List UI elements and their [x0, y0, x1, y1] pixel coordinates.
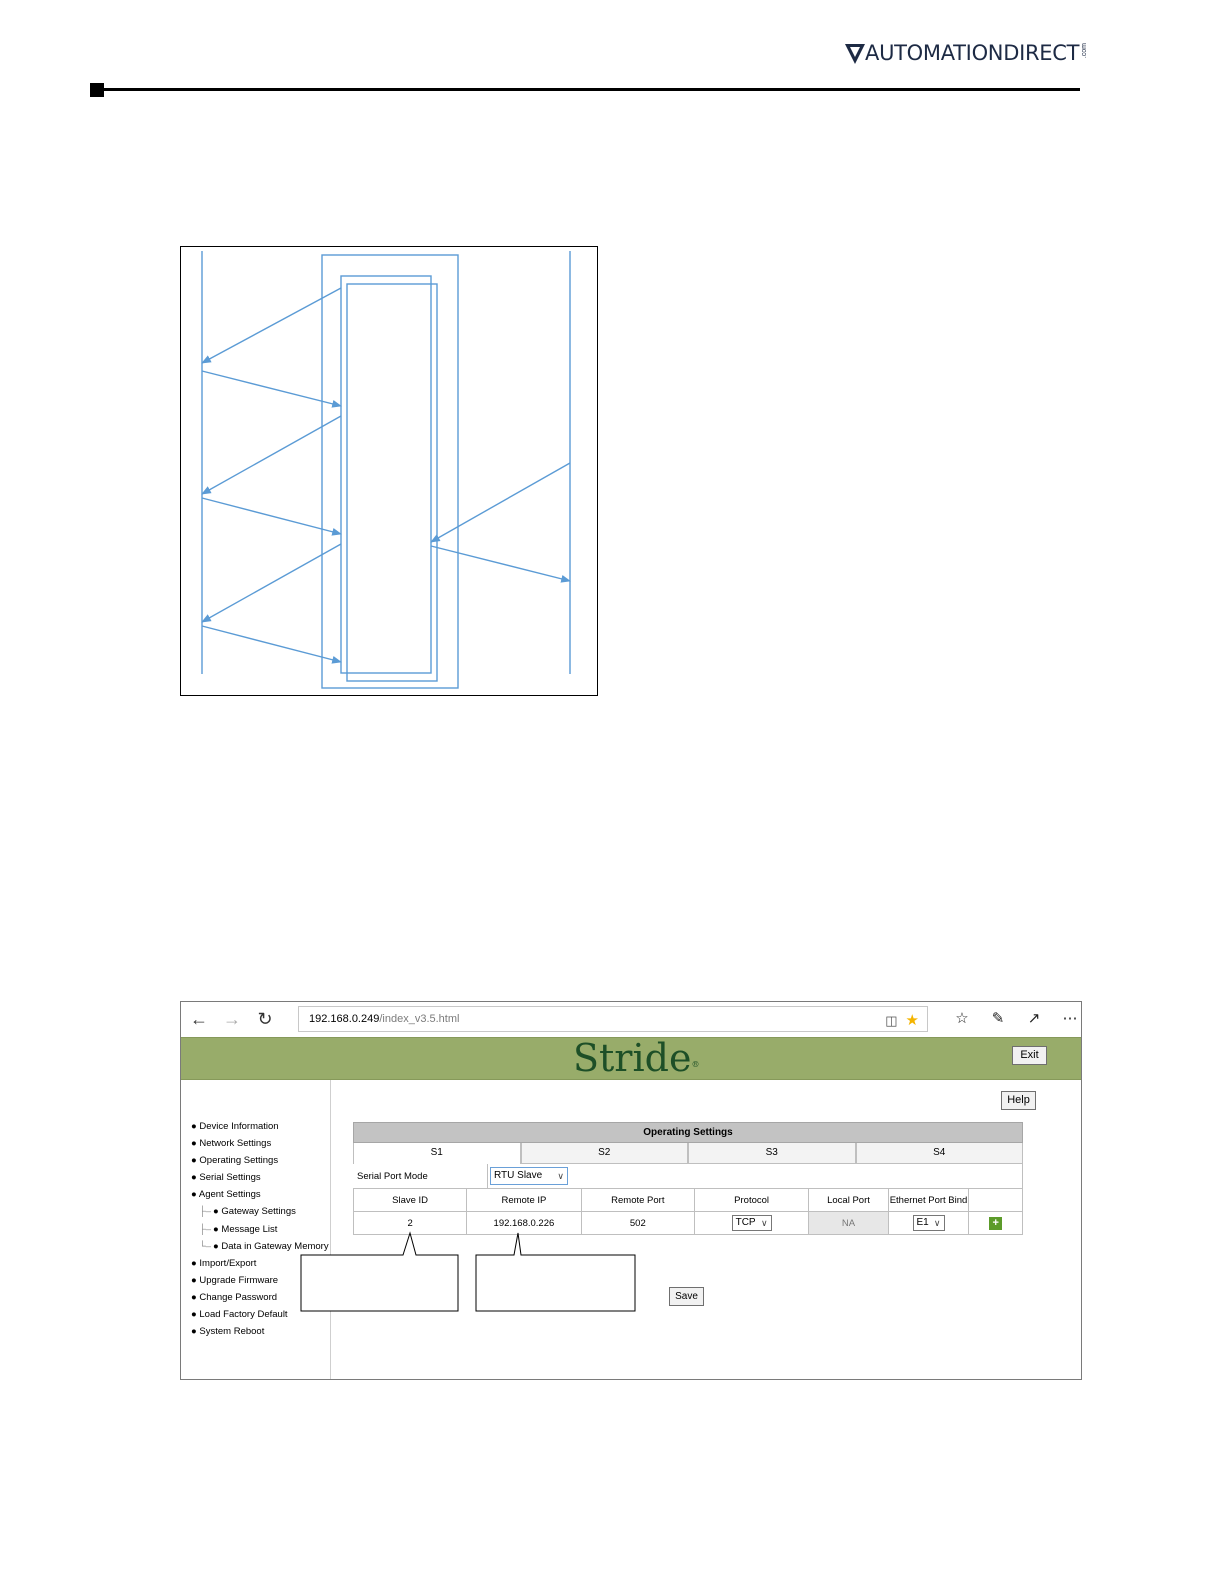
sidebar-item-agent-settings[interactable]: ● Agent Settings	[191, 1189, 261, 1201]
logo-suffix: .com	[1081, 43, 1089, 59]
tab-s4[interactable]: S4	[856, 1143, 1024, 1164]
sidebar-item-device-information[interactable]: ● Device Information	[191, 1121, 279, 1132]
column-header-remote-ip: Remote IP	[467, 1189, 582, 1212]
chevron-down-icon: ∨	[761, 1218, 768, 1228]
port-bind-value: E1	[916, 1217, 929, 1228]
stride-registered-mark: ®	[691, 1060, 700, 1069]
sidebar-item-network-settings[interactable]: ● Network Settings	[191, 1138, 272, 1150]
protocol-value: TCP	[735, 1217, 756, 1228]
exit-button[interactable]: Exit	[1012, 1046, 1047, 1065]
sidebar-item-upgrade-firmware[interactable]: ● Upgrade Firmware	[191, 1274, 279, 1286]
help-button[interactable]: Help	[1001, 1091, 1036, 1110]
sidebar-item-import-export[interactable]: ● Import/Export	[191, 1257, 257, 1269]
arrow-8	[202, 626, 341, 662]
arrow-1	[202, 288, 341, 363]
automationdirect-logo	[845, 40, 1089, 68]
url-path: /index_v3.5.html	[379, 1013, 460, 1025]
slave-id-cell[interactable]: 2	[354, 1212, 467, 1235]
chevron-down-icon: ∨	[557, 1171, 564, 1181]
sidebar-item-message-list[interactable]: ├– ● Message List	[199, 1223, 278, 1235]
serial-port-mode-label: Serial Port Mode	[357, 1171, 428, 1182]
column-header-remote-port: Remote Port	[581, 1189, 694, 1212]
callout-slave-id	[301, 1233, 458, 1311]
sidebar-item-load-factory-default[interactable]: ● Load Factory Default	[191, 1309, 288, 1321]
logo-text: AUTOMATIONDIRECT	[865, 41, 1080, 65]
more-icon[interactable]: ⋯	[1062, 1010, 1078, 1027]
arrow-7	[202, 544, 341, 622]
sequence-diagram-canvas	[181, 247, 599, 697]
header-rule	[104, 88, 1080, 91]
reading-view-icon[interactable]: ◫	[885, 1013, 898, 1028]
activation-bar-2	[347, 284, 437, 681]
favorite-star-icon[interactable]: ★	[905, 1012, 919, 1029]
column-header-ethernet-port-bind: Ethernet Port Bind	[888, 1189, 969, 1212]
browser-window	[180, 1001, 1082, 1380]
column-header-protocol: Protocol	[694, 1189, 808, 1212]
sidebar-item-system-reboot[interactable]: ● System Reboot	[191, 1326, 265, 1338]
arrow-2	[202, 371, 341, 406]
arrow-3	[202, 416, 341, 494]
logo-v-icon	[845, 42, 865, 64]
add-row-plus-icon[interactable]: +	[989, 1217, 1002, 1230]
arrow-4	[202, 498, 341, 534]
sequence-diagram	[180, 246, 598, 696]
sidebar-item-operating-settings[interactable]: ● Operating Settings	[191, 1155, 279, 1167]
serial-port-mode-value: RTU Slave	[494, 1170, 543, 1181]
column-header-local-port: Local Port	[809, 1189, 888, 1212]
refresh-icon[interactable]: ↻	[257, 1008, 273, 1029]
arrow-6	[431, 546, 570, 581]
arrow-5	[431, 463, 570, 542]
url-host: 192.168.0.249	[309, 1013, 380, 1025]
share-icon[interactable]: ↗	[1027, 1010, 1041, 1027]
operating-settings-title: Operating Settings	[353, 1122, 1023, 1143]
sidebar-item-data-in-gateway-memory[interactable]: └– ● Data in Gateway Memory	[199, 1240, 329, 1252]
callout-overlay	[181, 1002, 1082, 1380]
back-arrow-icon[interactable]: ←	[190, 1008, 208, 1029]
stride-logo-text: Stride	[573, 1036, 692, 1080]
local-port-cell: NA	[809, 1212, 888, 1235]
sidebar-item-serial-settings[interactable]: ● Serial Settings	[191, 1172, 261, 1184]
tab-s1[interactable]: S1	[353, 1143, 521, 1164]
chevron-down-icon: ∨	[933, 1218, 941, 1228]
sidebar-item-change-password[interactable]: ● Change Password	[191, 1291, 278, 1303]
sidebar-item-gateway-settings[interactable]: ├– ● Gateway Settings	[199, 1206, 296, 1218]
column-header-slave-id: Slave ID	[354, 1189, 467, 1212]
header-rule-marker	[90, 83, 104, 97]
remote-ip-cell[interactable]: 192.168.0.226	[467, 1212, 582, 1235]
remote-port-cell[interactable]: 502	[581, 1212, 694, 1235]
save-button[interactable]: Save	[669, 1287, 704, 1306]
favorites-list-icon[interactable]: ☆	[955, 1010, 969, 1027]
tab-s2[interactable]: S2	[521, 1143, 689, 1164]
forward-arrow-icon[interactable]: →	[223, 1008, 241, 1029]
activation-bar-1	[341, 276, 431, 673]
pen-notes-icon[interactable]: ✎	[991, 1010, 1005, 1027]
tab-s3[interactable]: S3	[688, 1143, 856, 1164]
callout-remote-ip	[476, 1233, 635, 1311]
